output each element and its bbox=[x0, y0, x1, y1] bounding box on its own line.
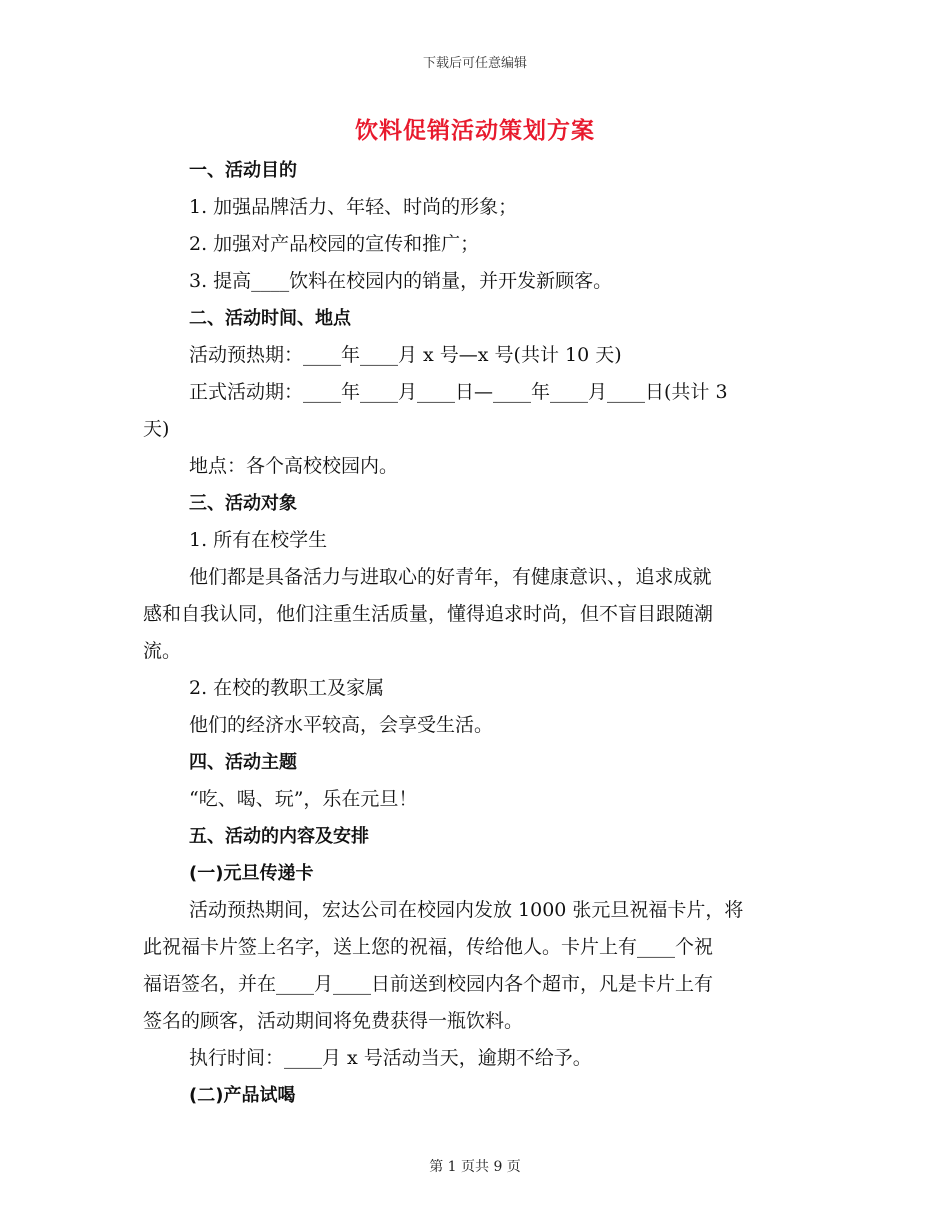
list-item: 2. 在校的教职工及家属 bbox=[189, 677, 385, 699]
list-item: 1. 所有在校学生 bbox=[189, 529, 328, 551]
paragraph-line: 流。 bbox=[143, 640, 182, 662]
header-note: 下载后可任意编辑 bbox=[422, 56, 527, 71]
paragraph-line: 福语签名，并在____月____日前送到校园内各个超市，凡是卡片上有 bbox=[143, 973, 714, 995]
paragraph-line: 地点：各个高校校园内。 bbox=[189, 455, 399, 477]
section-heading: 一、活动目的 bbox=[189, 160, 297, 181]
section-heading: 五、活动的内容及安排 bbox=[189, 826, 369, 847]
paragraph-line: 活动预热期间，宏达公司在校园内发放 1000 张元旦祝福卡片，将 bbox=[189, 899, 744, 921]
paragraph-line: 天) bbox=[143, 418, 170, 440]
subsection-heading: (一)元旦传递卡 bbox=[189, 863, 314, 884]
section-heading: 二、活动时间、地点 bbox=[189, 308, 351, 329]
list-item: 1. 加强品牌活力、年轻、时尚的形象； bbox=[189, 196, 518, 218]
paragraph-line: 他们都是具备活力与进取心的好青年，有健康意识、，追求成就 bbox=[189, 566, 712, 588]
paragraph-line: 执行时间：____月 x 号活动当天，逾期不给予。 bbox=[189, 1047, 592, 1069]
paragraph-line: 感和自我认同，他们注重生活质量，懂得追求时尚，但不盲目跟随潮 bbox=[143, 603, 714, 625]
section-heading: 三、活动对象 bbox=[189, 493, 297, 514]
paragraph-line: “吃、喝、玩”，乐在元旦！ bbox=[189, 788, 418, 810]
section-heading: 四、活动主题 bbox=[189, 752, 297, 773]
paragraph-line: 正式活动期：____年____月____日—____年____月____日(共计 3 bbox=[189, 381, 728, 403]
document-body bbox=[143, 152, 808, 1114]
paragraph-line: 签名的顾客，活动期间将免费获得一瓶饮料。 bbox=[143, 1010, 524, 1032]
paragraph-line: 他们的经济水平较高，会享受生活。 bbox=[189, 714, 494, 736]
paragraph-line: 活动预热期：____年____月 x 号—x 号(共计 10 天) bbox=[189, 344, 622, 366]
list-item: 2. 加强对产品校园的宣传和推广； bbox=[189, 233, 480, 255]
page-footer: 第 1 页共 9 页 bbox=[429, 1159, 521, 1175]
paragraph-line: 此祝福卡片签上名字，送上您的祝福，传给他人。卡片上有____个祝 bbox=[143, 936, 714, 958]
subsection-heading: (二)产品试喝 bbox=[189, 1085, 296, 1106]
list-item: 3. 提高____饮料在校园内的销量，并开发新顾客。 bbox=[189, 270, 613, 292]
document-title: 饮料促销活动策划方案 bbox=[355, 117, 595, 144]
